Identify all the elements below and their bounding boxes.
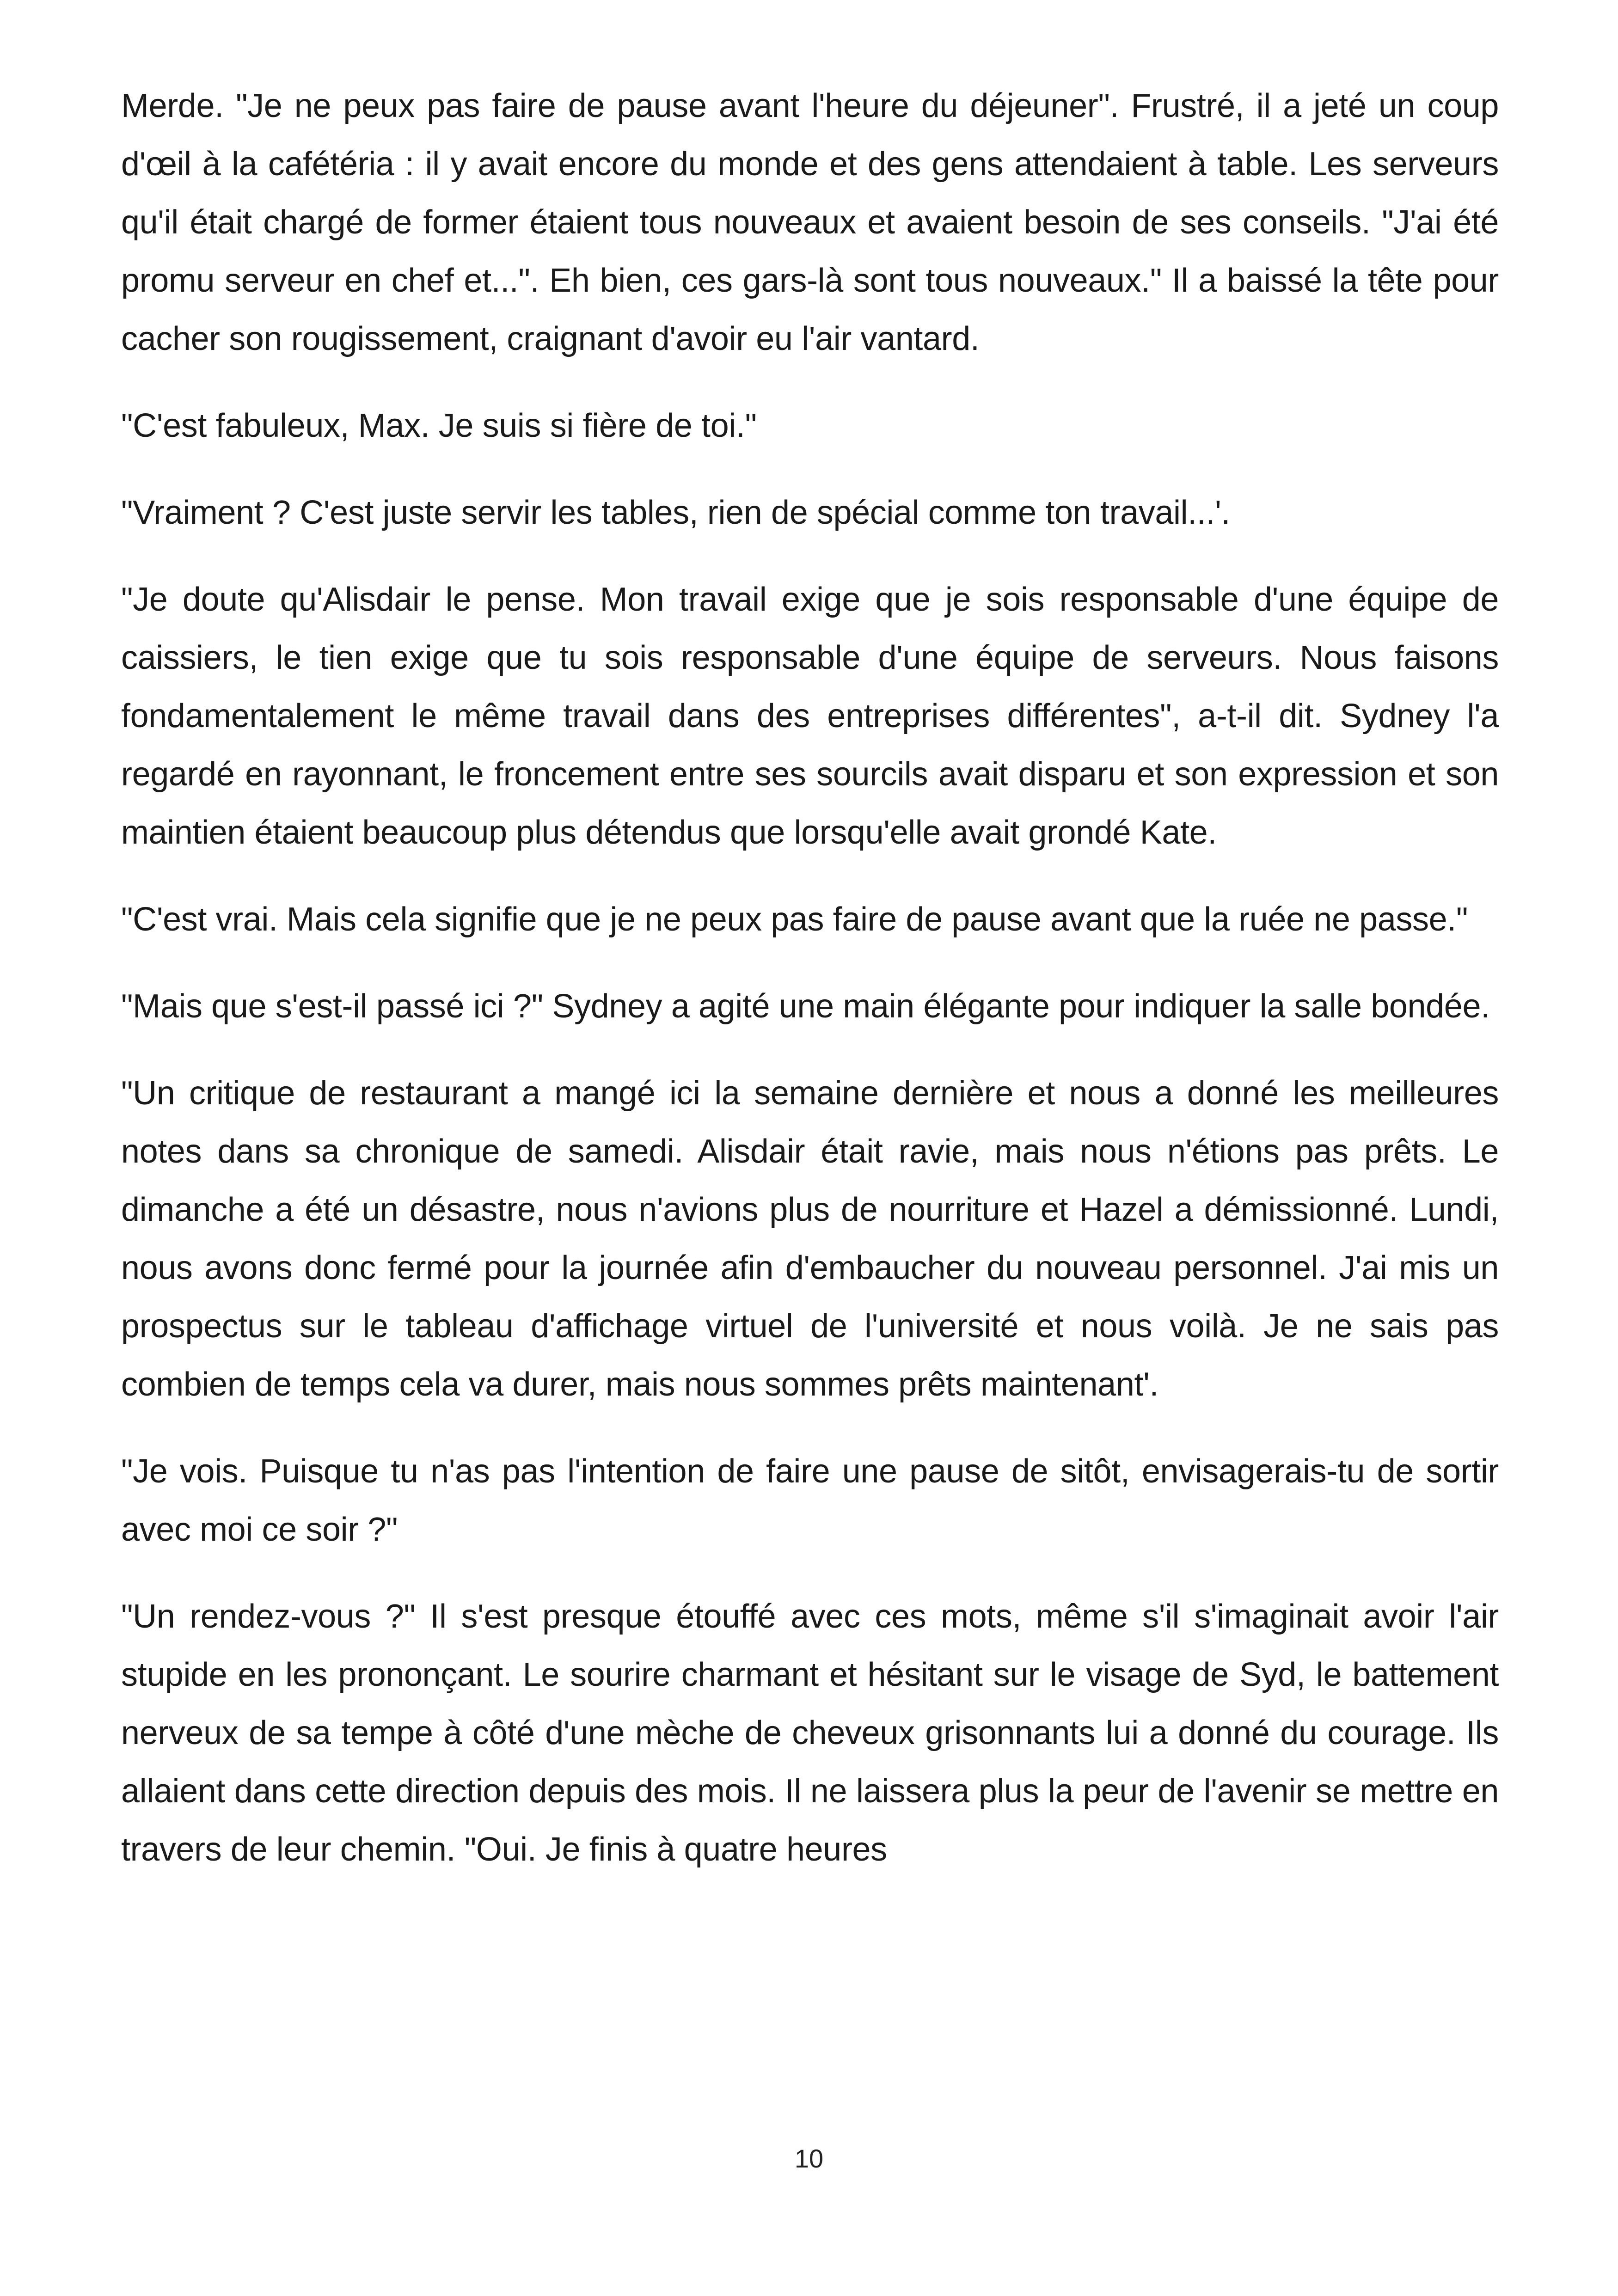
paragraph-8: "Je vois. Puisque tu n'as pas l'intention de faire une pause de sitôt, envisagerais-tu de sortir avec moi ce soir ?" xyxy=(121,1453,1499,1548)
paragraph-5: "C'est vrai. Mais cela signifie que je ne peux pas faire de pause avant que la ruée ne passe." xyxy=(121,901,1468,938)
paragraph-3: "Vraiment ? C'est juste servir les tables, rien de spécial comme ton travail...'. xyxy=(121,494,1230,531)
document-body xyxy=(121,77,1499,1879)
page-number: 10 xyxy=(794,2144,824,2173)
paragraph-4: "Je doute qu'Alisdair le pense. Mon travail exige que je sois responsable d'une équipe de caissiers, le tien exige que tu sois responsable d'une équipe de serveurs. Nous faisons fondamentalement le même travail dans des entreprises différentes", a-t-il dit. Sydney l'a regardé en rayonnant, le froncement entre ses sourcils avait disparu et son expression et son maintien étaient beaucoup plus détendus que lorsqu'elle avait grondé Kate. xyxy=(121,581,1499,851)
paragraph-2: "C'est fabuleux, Max. Je suis si fière de toi." xyxy=(121,407,757,444)
paragraph-1: Merde. "Je ne peux pas faire de pause avant l'heure du déjeuner". Frustré, il a jeté un coup d'œil à la cafétéria : il y avait encore du monde et des gens attendaient à table. Les serveurs qu'il était chargé de former étaient tous nouveaux et avaient besoin de ses conseils. "J'ai été promu serveur en chef et...". Eh bien, ces gars-là sont tous nouveaux." Il a baissé la tête pour cacher son rougissement, craignant d'avoir eu l'air vantard. xyxy=(121,87,1499,357)
paragraph-9: "Un rendez-vous ?" Il s'est presque étouffé avec ces mots, même s'il s'imaginait avoir l'air stupide en les prononçant. Le sourire charmant et hésitant sur le visage de Syd, le battement nerveux de sa tempe à côté d'une mèche de cheveux grisonnants lui a donné du courage. Ils allaient dans cette direction depuis des mois. Il ne laissera plus la peur de l'avenir se mettre en travers de leur chemin. "Oui. Je finis à quatre heures xyxy=(121,1598,1499,1868)
paragraph-7: "Un critique de restaurant a mangé ici la semaine dernière et nous a donné les meilleures notes dans sa chronique de samedi. Alisdair était ravie, mais nous n'étions pas prêts. Le dimanche a été un désastre, nous n'avions plus de nourriture et Hazel a démissionné. Lundi, nous avons donc fermé pour la journée afin d'embaucher du nouveau personnel. J'ai mis un prospectus sur le tableau d'affichage virtuel de l'université et nous voilà. Je ne sais pas combien de temps cela va durer, mais nous sommes prêts maintenant'. xyxy=(121,1075,1499,1403)
paragraph-6: "Mais que s'est-il passé ici ?" Sydney a agité une main élégante pour indiquer la salle bondée. xyxy=(121,988,1490,1025)
